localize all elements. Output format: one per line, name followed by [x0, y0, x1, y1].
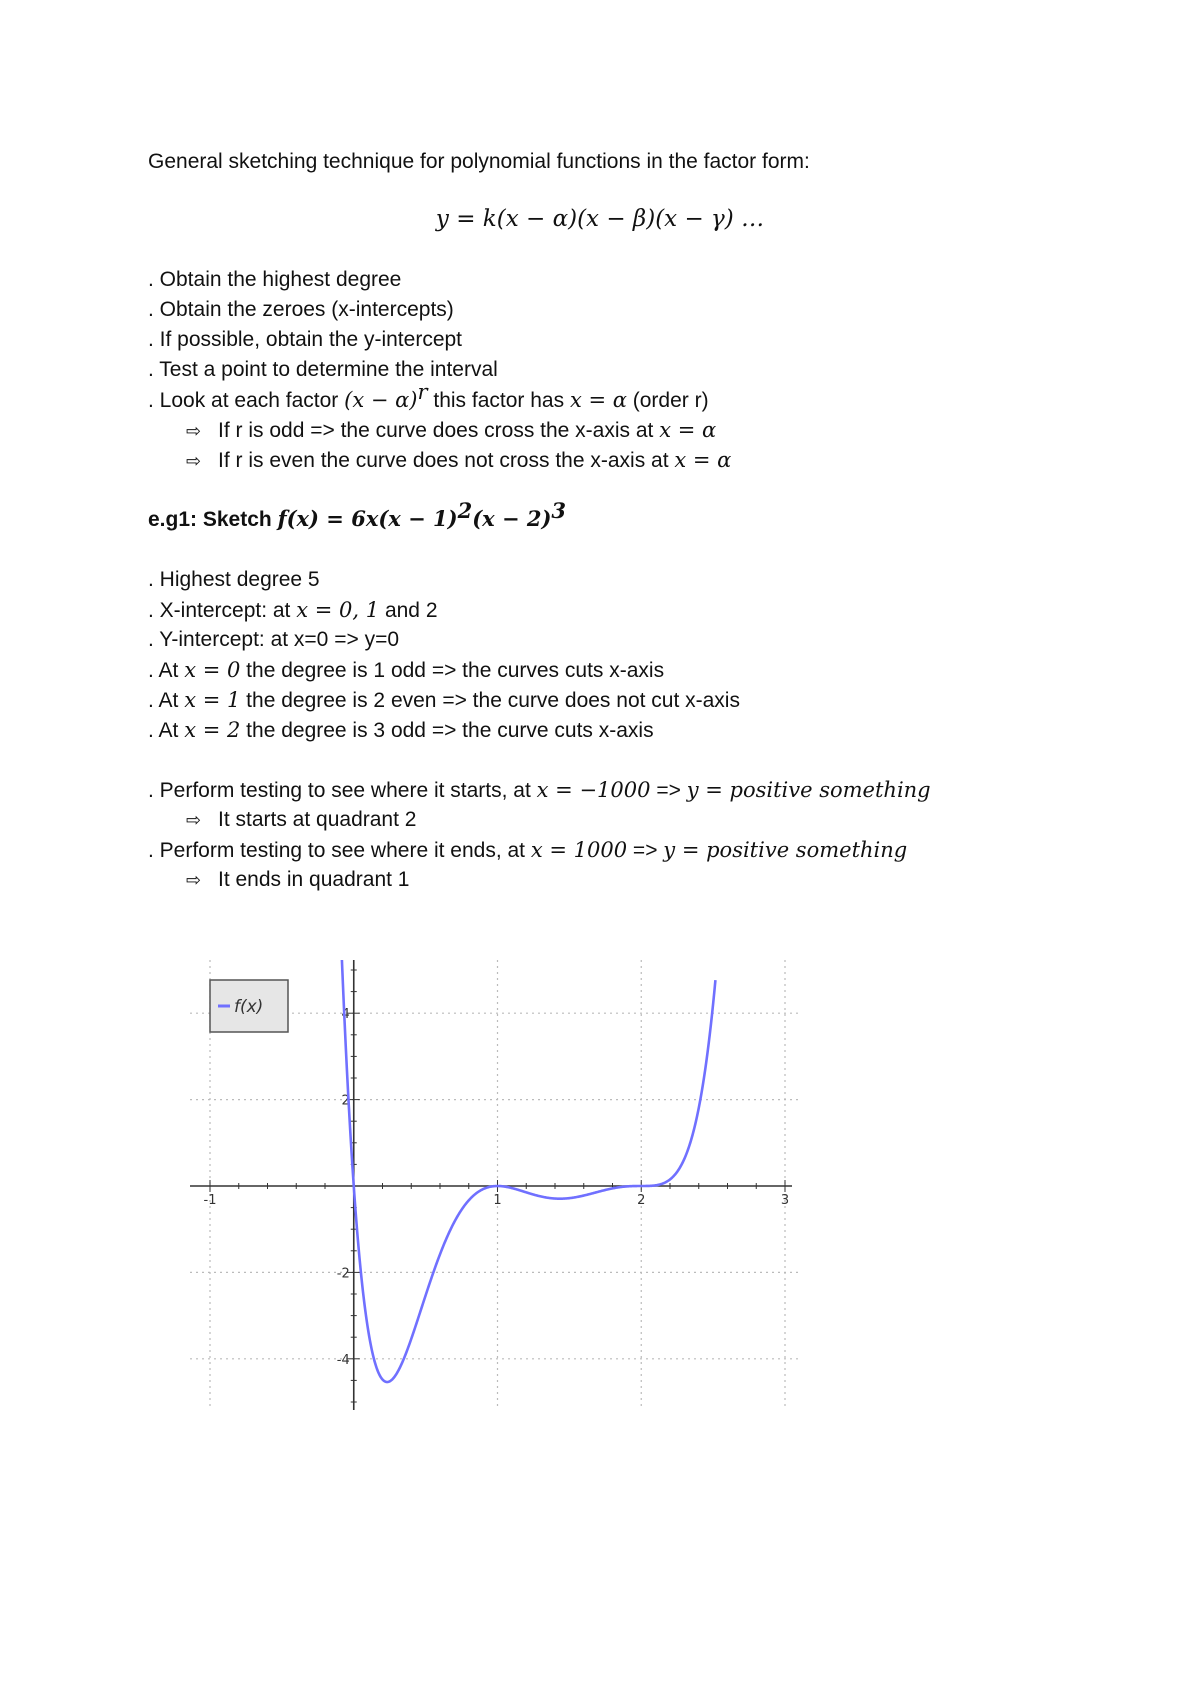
- factor-prefix: . Look at each factor: [148, 389, 345, 412]
- step-y-intercept: . If possible, obtain the y-intercept: [148, 328, 463, 351]
- example-mid: (x − 2): [472, 506, 552, 531]
- analysis-text: the degree is 3 odd => the curve cuts x-axis: [240, 719, 654, 742]
- y-tick-label: -2: [336, 1266, 350, 1282]
- testing-end-text: . Perform testing to see where it ends, at: [148, 839, 531, 862]
- y-tick-label: -4: [336, 1352, 350, 1368]
- arrow-right-icon: ⇨: [186, 421, 202, 442]
- analysis-line: [148, 596, 438, 625]
- testing-start-y: y = positive something: [686, 778, 931, 802]
- analysis-math: x = 1: [184, 688, 241, 712]
- analysis-line: [148, 566, 320, 594]
- analysis-line: [148, 716, 654, 745]
- example-exp1: 2: [457, 498, 473, 523]
- example-heading: [148, 498, 567, 534]
- analysis-text: the degree is 2 even => the curve does not cut x-axis: [240, 689, 740, 712]
- step-test-point: . Test a point to determine the interval: [148, 358, 498, 381]
- x-tick-label: -1: [203, 1193, 217, 1208]
- x-tick-label: 2: [637, 1193, 646, 1208]
- analysis-text: the degree is 1 odd => the curves cuts x-axis: [240, 659, 665, 682]
- testing-end-arrow: =>: [627, 839, 664, 862]
- analysis-line: [148, 686, 740, 715]
- testing-end-result: [186, 866, 409, 895]
- y-tick-label: 2: [341, 1093, 350, 1109]
- step-zeroes: . Obtain the zeroes (x-intercepts): [148, 298, 454, 321]
- testing-start: [148, 776, 931, 805]
- plot-tick-labels: [204, 1007, 790, 1368]
- analysis-text: . At: [148, 659, 185, 682]
- analysis-text: . Y-intercept: at x=0 => y=0: [148, 628, 400, 651]
- intro-text: General sketching technique for polynomial functions in the factor form:: [148, 150, 810, 173]
- arrow-right-icon: ⇨: [186, 810, 202, 831]
- factor-expression: (x − α): [344, 388, 418, 412]
- analysis-text: and 2: [379, 599, 438, 622]
- plot-series: [342, 960, 716, 1382]
- plot-legend: [210, 980, 288, 1032]
- analysis-line: [148, 626, 399, 654]
- analysis-math: x = 0, 1: [296, 598, 380, 622]
- analysis-text: . X-intercept: at: [148, 599, 297, 622]
- factor-root: x = α: [569, 388, 627, 412]
- analysis-text: . At: [148, 719, 185, 742]
- function-plot: [190, 960, 800, 1410]
- factor-exponent: r: [417, 380, 428, 404]
- testing-start-x: x = −1000: [536, 778, 651, 802]
- factor-suffix: (order r): [626, 389, 709, 412]
- testing-start-arrow: =>: [650, 779, 687, 802]
- arrow-right-icon: ⇨: [186, 870, 202, 891]
- x-tick-label: 3: [780, 1193, 790, 1208]
- analysis-line: [148, 656, 664, 685]
- testing-end: [148, 836, 907, 865]
- rule-even-math: x = α: [674, 448, 732, 472]
- example-exp2: 3: [551, 498, 567, 523]
- y-tick-label: 4: [341, 1007, 350, 1023]
- analysis-math: x = 0: [184, 658, 241, 682]
- step-degree: . Obtain the highest degree: [148, 268, 402, 291]
- testing-end-result-text: It ends in quadrant 1: [218, 868, 410, 891]
- testing-start-result-text: It starts at quadrant 2: [218, 808, 417, 831]
- rule-odd-math: x = α: [659, 418, 717, 442]
- step-factor: [148, 380, 709, 415]
- rule-even-text: If r is even the curve does not cross the x-axis at: [218, 449, 675, 472]
- example-label: e.g1: Sketch: [148, 508, 278, 531]
- analysis-math: x = 2: [184, 718, 241, 742]
- x-tick-label: 1: [493, 1193, 502, 1208]
- testing-start-text: . Perform testing to see where it starts, at: [148, 779, 537, 802]
- testing-end-y: y = positive something: [663, 838, 908, 862]
- legend-label: f(x): [234, 997, 264, 1017]
- arrow-right-icon: ⇨: [186, 451, 202, 472]
- testing-start-result: [186, 806, 416, 835]
- analysis-text: . Highest degree 5: [148, 568, 320, 591]
- rule-even: [186, 446, 731, 476]
- general-formula: y = k(x − α)(x − β)(x − γ) …: [435, 206, 765, 232]
- rule-odd: [186, 416, 716, 446]
- f-x-curve: [342, 960, 716, 1382]
- analysis-text: . At: [148, 689, 185, 712]
- factor-middle: this factor has: [427, 389, 570, 412]
- testing-end-x: x = 1000: [530, 838, 628, 862]
- example-function: f(x) = 6x(x − 1): [277, 506, 458, 531]
- rule-odd-text: If r is odd => the curve does cross the x-axis at: [218, 419, 660, 442]
